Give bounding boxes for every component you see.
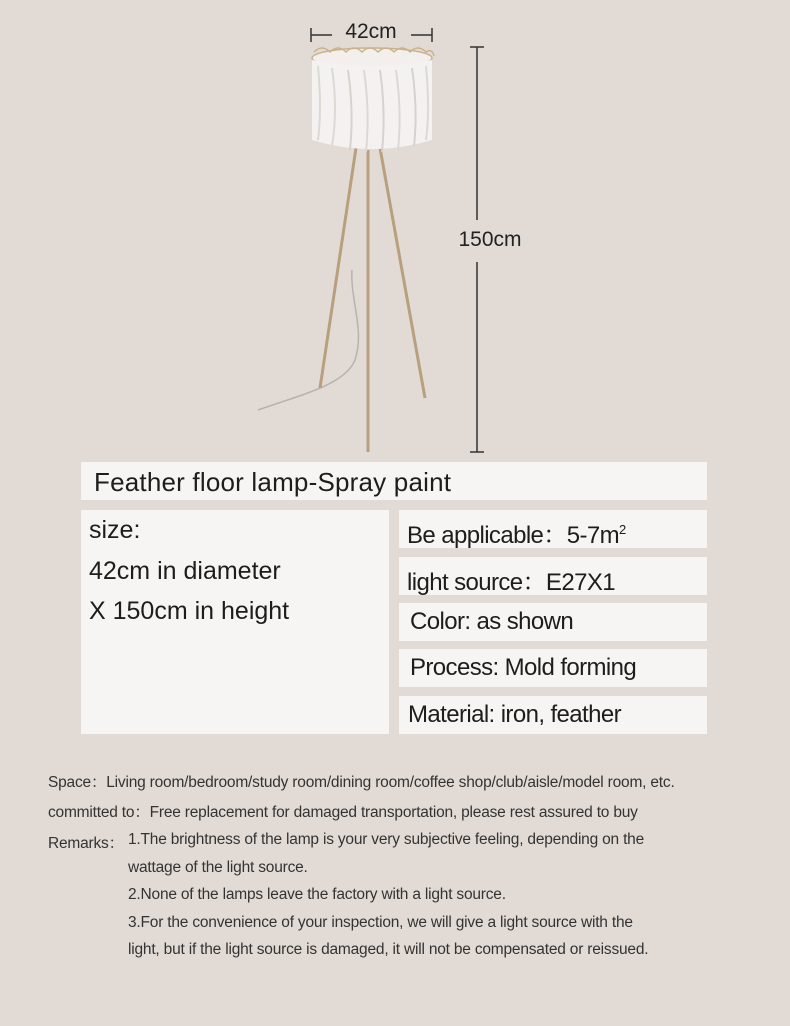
note-remarks-label: Remarks： — [48, 835, 124, 852]
spec-light-source — [399, 557, 707, 595]
size-label: size: — [89, 516, 141, 544]
width-dimension-label: 42cm — [345, 20, 397, 43]
size-height: X 150cm in height — [89, 597, 290, 625]
lamp-leg-left — [320, 148, 356, 388]
spec-process-text: Process: Mold forming — [410, 654, 637, 681]
spec-color-text: Color: as shown — [410, 608, 574, 635]
feather-shade — [312, 48, 434, 152]
note-committed: committed to：Free replacement for damaged transportation, please rest assured to buy — [48, 804, 638, 821]
spec-material — [399, 696, 707, 734]
spec-color — [399, 603, 707, 641]
width-dimension — [310, 20, 432, 50]
spec-applicable-value: 5-7m — [566, 522, 619, 549]
note-remark-1a: 1.The brightness of the lamp is your very subjective feeling, depending on the — [128, 831, 645, 848]
spec-process — [399, 649, 707, 687]
power-cable — [258, 270, 358, 410]
height-dimension-label: 150cm — [458, 228, 522, 251]
note-remark-3a: 3.For the convenience of your inspection, we will give a light source with the — [128, 914, 633, 931]
spec-applicable-label: Be applicable： — [407, 522, 567, 549]
note-space: Space：Living room/bedroom/study room/dining room/coffee shop/club/aisle/model room, etc. — [48, 774, 675, 791]
spec-applicable-text — [407, 515, 626, 550]
spec-light-source-text: light source：E27X1 — [407, 569, 615, 596]
note-remark-3b: light, but if the light source is damaged, it will not be compensated or reissued. — [128, 941, 649, 958]
note-remark-2: 2.None of the lamps leave the factory with a light source. — [128, 886, 506, 903]
lamp-leg-right — [380, 148, 425, 398]
size-diameter: 42cm in diameter — [89, 557, 281, 585]
product-title: Feather floor lamp-Spray paint — [94, 467, 452, 497]
spec-applicable — [399, 510, 707, 548]
note-remark-1b: wattage of the light source. — [128, 859, 308, 876]
size-panel — [81, 510, 389, 734]
spec-material-text: Material: iron, feather — [408, 701, 621, 728]
floor-lamp-illustration — [0, 0, 790, 460]
product-title-panel — [81, 462, 707, 500]
product-image — [0, 0, 790, 460]
spec-applicable-sup: 2 — [619, 522, 626, 537]
